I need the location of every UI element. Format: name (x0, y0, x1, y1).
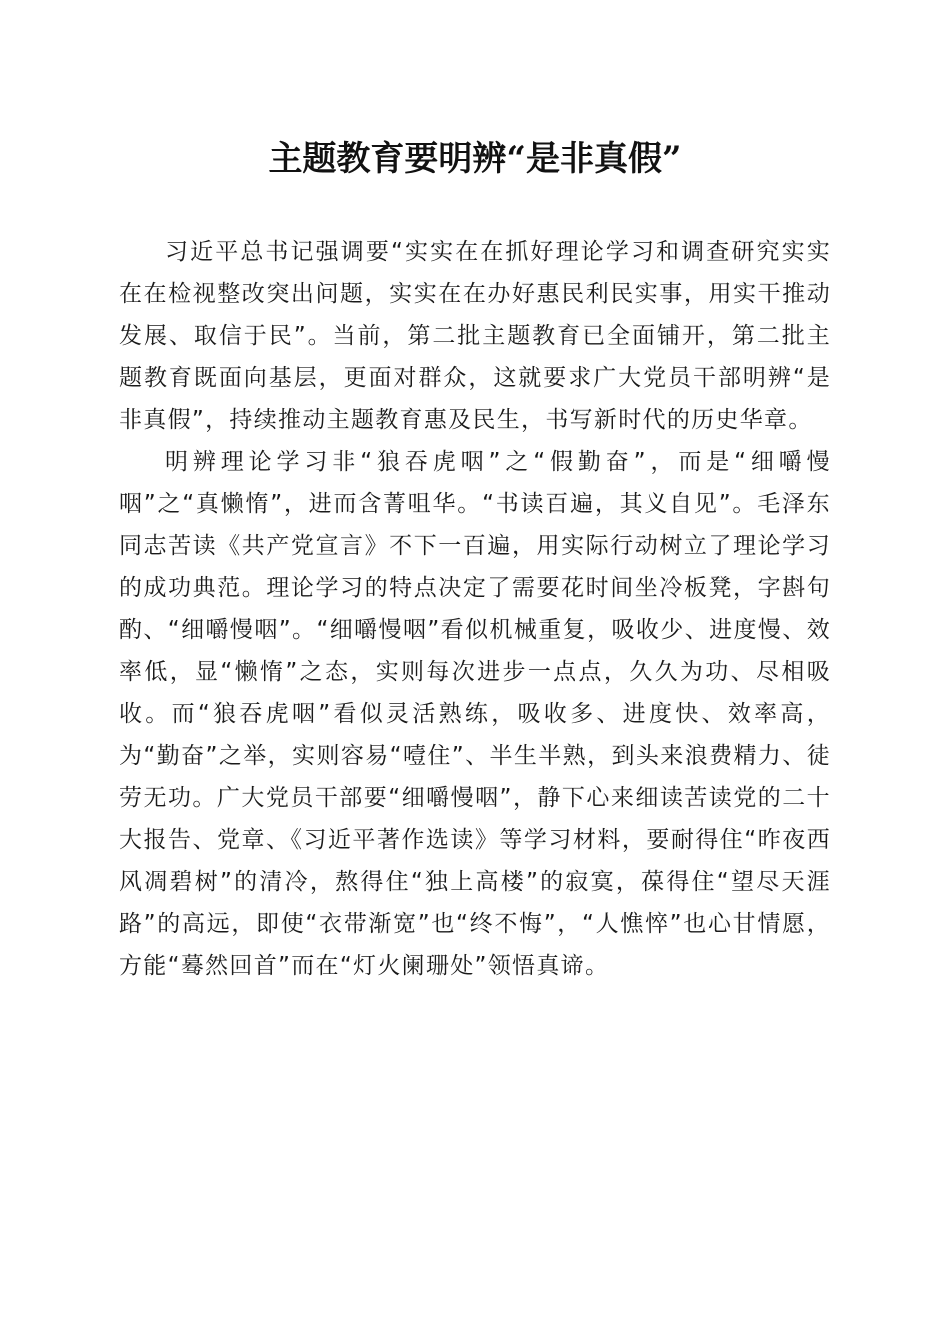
page-title: 主题教育要明辨“是非真假” (268, 139, 682, 179)
paragraph: 明辨理论学习非“狼吞虎咽”之“假勤奋”，而是“细嚼慢咽”之“真懒惰”，进而含菁咀华。“书读百遍，其义自见”。毛泽东同志苦读《共产党宣言》不下一百遍，用实际行动树立了理论学习的成功典范。理论学习的特点决定了需要花时间坐冷板凳，字斟句酌、“细嚼慢咽”。“细嚼慢咽”看似机械重复，吸收少、进度慢、效率低，显“懒惰”之态，实则每次进步一点点，久久为功、尽相吸收。而“狼吞虎咽”看似灵活熟练，吸收多、进度快、效率高，为“勤奋”之举，实则容易“噎住”、半生半熟，到头来浪费精力、徒劳无功。广大党员干部要“细嚼慢咽”，静下心来细读苦读党的二十大报告、党章、《习近平著作选读》等学习材料，要耐得住“昨夜西风凋碧树”的清冷，熬得住“独上高楼”的寂寞，葆得住“望尽天涯路”的高远，即使“衣带渐宽”也“终不悔”，“人憔悴”也心甘情愿，方能“蓦然回首”而在“灯火阑珊处”领悟真谛。 (119, 449, 831, 979)
paragraph: 习近平总书记强调要“实实在在抓好理论学习和调查研究实实在在检视整改突出问题，实实在在办好惠民利民实事，用实干推动发展、取信于民”。当前，第二批主题教育已全面铺开，第二批主题教育既面向基层，更面对群众，这就要求广大党员干部明辨“是非真假”，持续推动主题教育惠及民生，书写新时代的历史华章。 (119, 239, 831, 433)
article-body (119, 231, 831, 987)
